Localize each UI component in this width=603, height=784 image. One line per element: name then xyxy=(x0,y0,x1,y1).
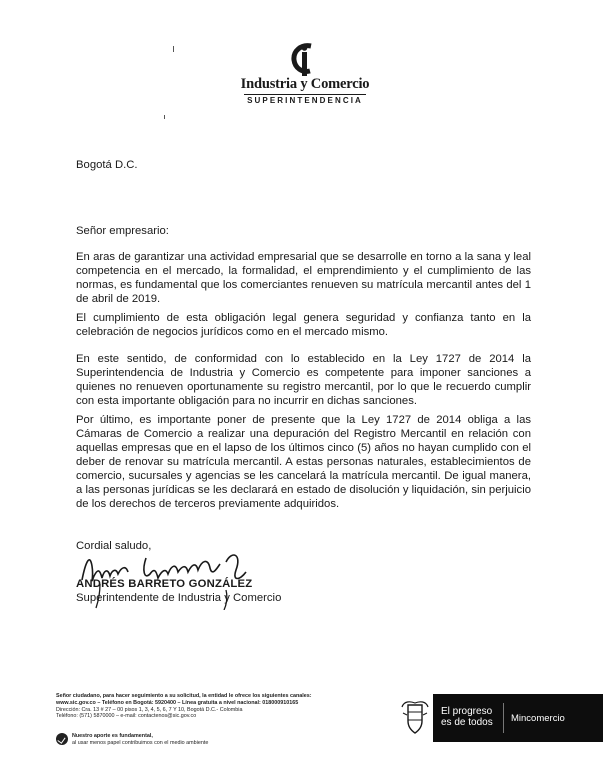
gov-ministry: Mincomercio xyxy=(511,713,565,724)
eco-line: Nuestro aporte es fundamental, xyxy=(72,733,153,739)
paragraph-4: Por último, es importante poner de presente que la Ley 1727 de 2014 obliga a las Cámaras de Comercio a realizar una depuración del Registro Mercantil en relación con aquellas empresas que en el lapso de los últimos cinco (5) años no hayan cumplido con el deber de renovar su matrícula mercantil. A estas personas naturales, establecimientos de comercio, sucursales y agencias se les cancelará la matrícula mercantil. De igual manera, a las personas jurídicas se les declarará en estado de disolución y liquidación, sin perjuicio de los derechos de terceros previamente adquiridos. xyxy=(76,414,531,510)
signer-name: ANDRÉS BARRETO GONZÁLEZ xyxy=(76,578,253,590)
footer-eco-note xyxy=(56,733,332,747)
gov-slogan xyxy=(441,706,493,728)
eco-line: al usar menos papel contribuimos con el medio ambiente xyxy=(72,739,209,746)
logo-org-name: Industria y Comercio xyxy=(240,76,370,92)
footer-contact xyxy=(56,693,386,720)
gov-slogan-line-2: es de todos xyxy=(441,717,493,728)
eco-check-icon xyxy=(56,733,68,745)
paragraph-2: El cumplimiento de esta obligación legal genera seguridad y confianza tanto en la celebración de negocios jurídicos como en el mercado mismo. xyxy=(76,312,531,338)
sic-emblem-icon xyxy=(289,42,321,78)
scan-mark xyxy=(173,46,174,52)
sic-logo xyxy=(240,42,370,105)
scan-mark xyxy=(164,115,165,119)
footer-line: www.sic.gov.co – Teléfono en Bogotá: 5920400 – Línea gratuita a nivel nacional: 018000910165 xyxy=(56,699,299,706)
letter-place: Bogotá D.C. xyxy=(76,159,138,171)
gov-slogan-line-1: El progreso xyxy=(441,706,493,717)
colombia-shield-icon xyxy=(400,699,430,737)
gov-divider xyxy=(503,703,504,733)
letter-salutation: Señor empresario: xyxy=(76,225,169,237)
footer-line: Dirección: Cra. 13 # 27 – 00 pisos 1, 3, 4, 5, 6, 7 Y 10, Bogotá D.C.- Colombia xyxy=(56,706,243,713)
gov-banner xyxy=(433,694,603,742)
paragraph-1: En aras de garantizar una actividad empresarial que se desarrolle en torno a la sana y leal competencia en el mercado, la formalidad, el emprendimiento y el cumplimiento de las normas, es fundamental que los comerciantes renueven su matrícula mercantil antes del 1 de abril de 2019. xyxy=(76,251,531,305)
logo-org-sub: SUPERINTENDENCIA xyxy=(247,96,363,105)
logo-rule xyxy=(244,94,366,95)
footer-line: Señor ciudadano, para hacer seguimiento a su solicitud, la entidad le ofrece los siguientes canales: xyxy=(56,693,312,699)
footer-line: Teléfono: (571) 5870000 – e-mail: contactenos@sic.gov.co xyxy=(56,713,197,720)
paragraph-3: En este sentido, de conformidad con lo establecido en la Ley 1727 de 2014 la Superintendencia de Industria y Comercio es competente para imponer sanciones a quienes no renueven oportunamente su registro mercantil, por lo que le recuerdo cumplir con esta importante obligación para no incurrir en dichas sanciones. xyxy=(76,353,531,407)
signer-title: Superintendente de Industria y Comercio xyxy=(76,592,282,604)
letter-closing: Cordial saludo, xyxy=(76,540,152,552)
